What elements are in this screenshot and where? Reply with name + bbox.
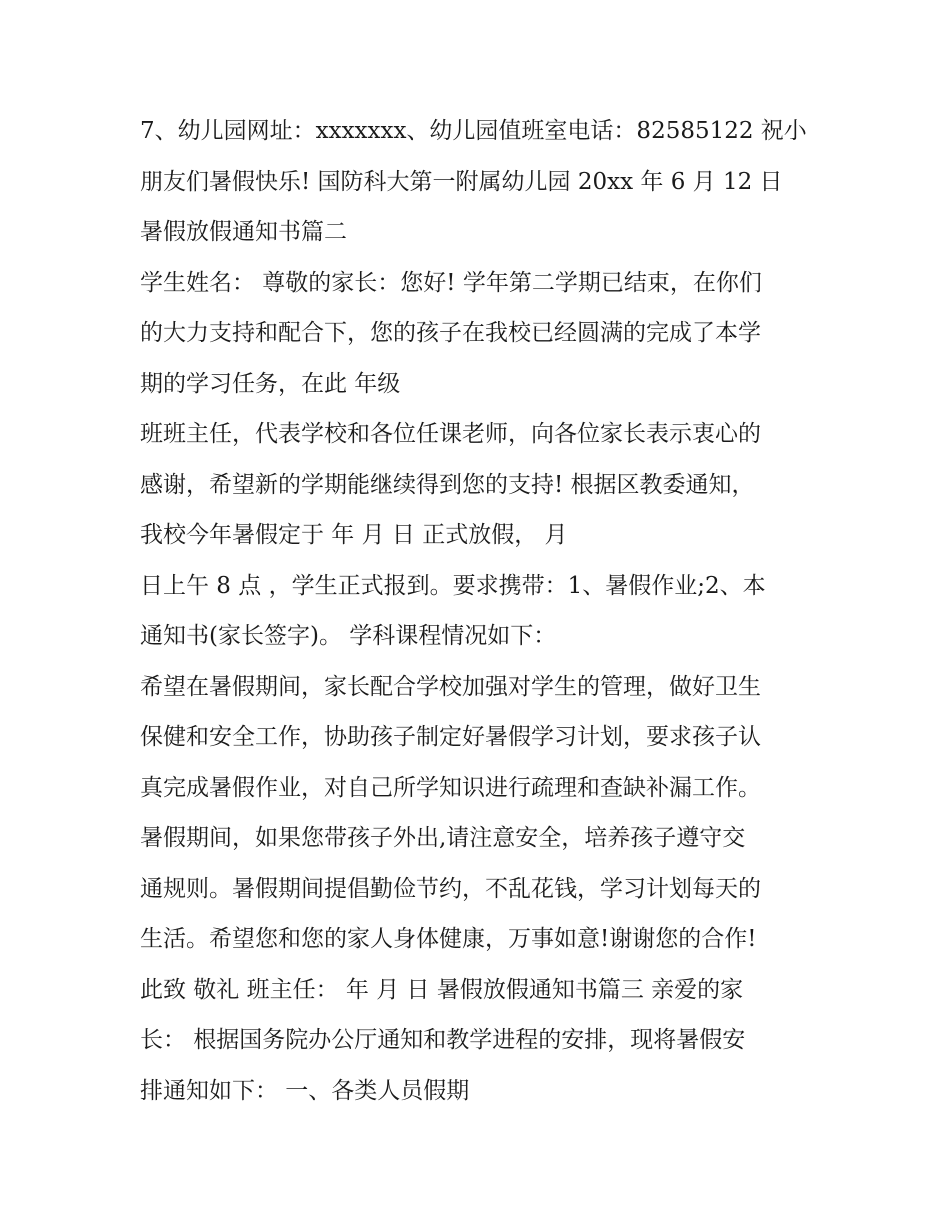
text-line: 此致 敬礼 班主任： 年 月 日 暑假放假通知书篇三 亲爱的家 (140, 976, 744, 1003)
text-line: 日上午 8 点 ，学生正式报到。要求携带：1、暑假作业;2、本 (140, 572, 766, 599)
text-line: 保健和安全工作，协助孩子制定好暑假学习计划，要求孩子认 (140, 724, 761, 750)
text-line: 期的学习任务，在此 年级 (140, 370, 401, 397)
text-line: 排通知如下： 一、各类人员假期 (140, 1077, 470, 1104)
text-line: 通规则。暑假期间提倡勤俭节约，不乱花钱，学习计划每天的 (140, 875, 761, 902)
text-line: 感谢，希望新的学期能继续得到您的支持! 根据区教委通知， (140, 471, 755, 498)
text-line: 学生姓名： 尊敬的家长：您好! 学年第二学期已结束，在你们 (140, 269, 762, 296)
text-line: 我校今年暑假定于 年 月 日 正式放假， 月 (140, 522, 568, 548)
text-line: 生活。希望您和您的家人身体健康，万事如意!谢谢您的合作! (140, 926, 757, 952)
text-line: 通知书(家长签字)。 学科课程情况如下： (140, 623, 557, 649)
text-line: 长： 根据国务院办公厅通知和教学进程的安排，现将暑假安 (140, 1027, 746, 1053)
text-line: 暑假期间，如果您带孩子外出,请注意安全，培养孩子遵守交 (140, 825, 746, 851)
text-line: 班班主任，代表学校和各位任课老师，向各位家长表示衷心的 (140, 421, 761, 447)
text-line: 真完成暑假作业，对自己所学知识进行疏理和查缺补漏工作。 (140, 774, 761, 801)
text-line: 的大力支持和配合下，您的孩子在我校已经圆满的完成了本学 (140, 320, 761, 346)
document-body (140, 106, 830, 1116)
section-heading: 暑假放假通知书篇二 (140, 219, 347, 245)
text-line: 希望在暑假期间，家长配合学校加强对学生的管理，做好卫生 (140, 673, 761, 700)
text-line: 朋友们暑假快乐! 国防科大第一附属幼儿园 20xx 年 6 月 12 日 (140, 168, 783, 195)
text-line: 7、幼儿园网址：xxxxxxx、幼儿园值班室电话：82585122 祝小 (140, 118, 807, 144)
